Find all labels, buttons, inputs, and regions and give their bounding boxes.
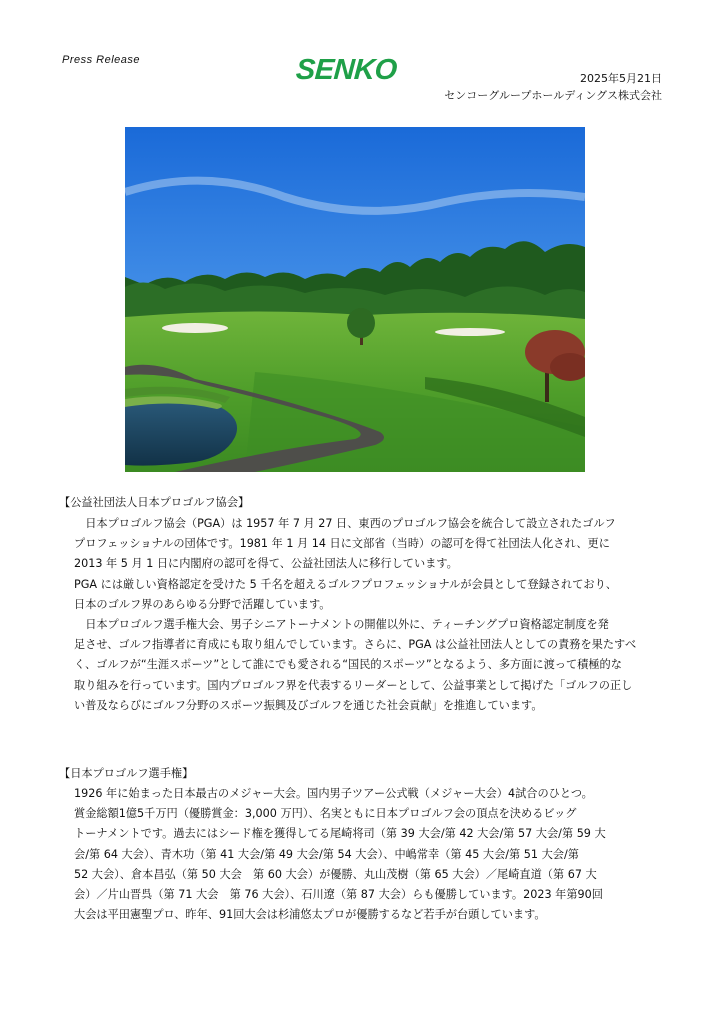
golf-course-photo	[125, 127, 585, 472]
text-line: 日本プロゴルフ協会（PGA）は 1957 年 7 月 27 日、東西のプロゴルフ協会を統合して設立されたゴルフ	[74, 517, 616, 530]
text-line: 会/第 64 大会）、青木功（第 41 大会/第 49 大会/第 54 大会）、中嶋常幸（第 45 大会/第 51 大会/第	[74, 847, 579, 861]
text-line: 1926 年に始まった日本最古のメジャー大会。国内男子ツアー公式戦（メジャー大会）4試合のひとつ。	[74, 787, 593, 800]
text-line: い普及ならびにゴルフ分野のスポーツ振興及びゴルフを通じた社会貢献」を推進しています。	[74, 698, 543, 712]
text-line: く、ゴルフが“生涯スポーツ”として誰にでも愛される“国民的スポーツ”となるよう、多方面に渡って積極的な	[74, 658, 622, 672]
section-title-pga: 【公益社団法人日本プロゴルフ協会】	[59, 496, 250, 509]
text-line: PGA には厳しい資格認定を受けた 5 千名を超えるゴルフプロフェッショナルが会員として登録されており、	[74, 577, 617, 591]
release-date: 2025年5月21日	[580, 72, 662, 85]
text-line: 2013 年 5 月 1 日に内閣府の認可を得て、公益社団法人に移行しています。	[74, 557, 458, 571]
text-line: 大会は平田憲聖プロ、昨年、91回大会は杉浦悠太プロが優勝するなど若手が台頭しています。	[74, 908, 546, 922]
text-line: トーナメントです。過去にはシード権を獲得してる尾崎将司（第 39 大会/第 42 大会/第 57 大会/第 59 大	[74, 827, 606, 841]
text-line: 賞金総額1億5千万円（優勝賞金：3,000 万円）、名実ともに日本プロゴルフ会の頂点を決めるビッグ	[74, 807, 577, 821]
section-body-championship	[74, 784, 666, 925]
text-line: 日本のゴルフ界のあらゆる分野で活躍しています。	[74, 597, 331, 611]
text-line: 日本プロゴルフ選手権大会、男子シニアトーナメントの開催以外に、ティーチングプロ資格認定制度を発	[74, 618, 609, 632]
text-line: 会）／片山晋呉（第 71 大会 第 76 大会）、石川遼（第 87 大会）らも優勝しています。2023 年第90回	[74, 888, 603, 902]
text-line: プロフェッショナルの団体です。1981 年 1 月 14 日に文部省（当時）の認可を得て社団法人化され、更に	[74, 537, 610, 551]
company-name: センコーグループホールディングス株式会社	[444, 89, 662, 102]
section-title-championship: 【日本プロゴルフ選手権】	[59, 767, 194, 780]
senko-logo: SENKO	[294, 54, 398, 86]
text-line: 取り組みを行っています。国内プロゴルフ界を代表するリーダーとして、公益事業として掲げた「ゴルフの正し	[74, 678, 633, 692]
section-body-pga	[74, 514, 666, 716]
text-line: 52 大会）、倉本昌弘（第 50 大会 第 60 大会）が優勝、丸山茂樹（第 65 大会）／尾崎直道（第 67 大	[74, 867, 597, 881]
text-line: 足させ、ゴルフ指導者に育成にも取り組んでしています。さらに、PGA は公益社団法人としての責務を果たすべ	[74, 638, 637, 652]
press-release-label: Press Release	[62, 54, 141, 66]
